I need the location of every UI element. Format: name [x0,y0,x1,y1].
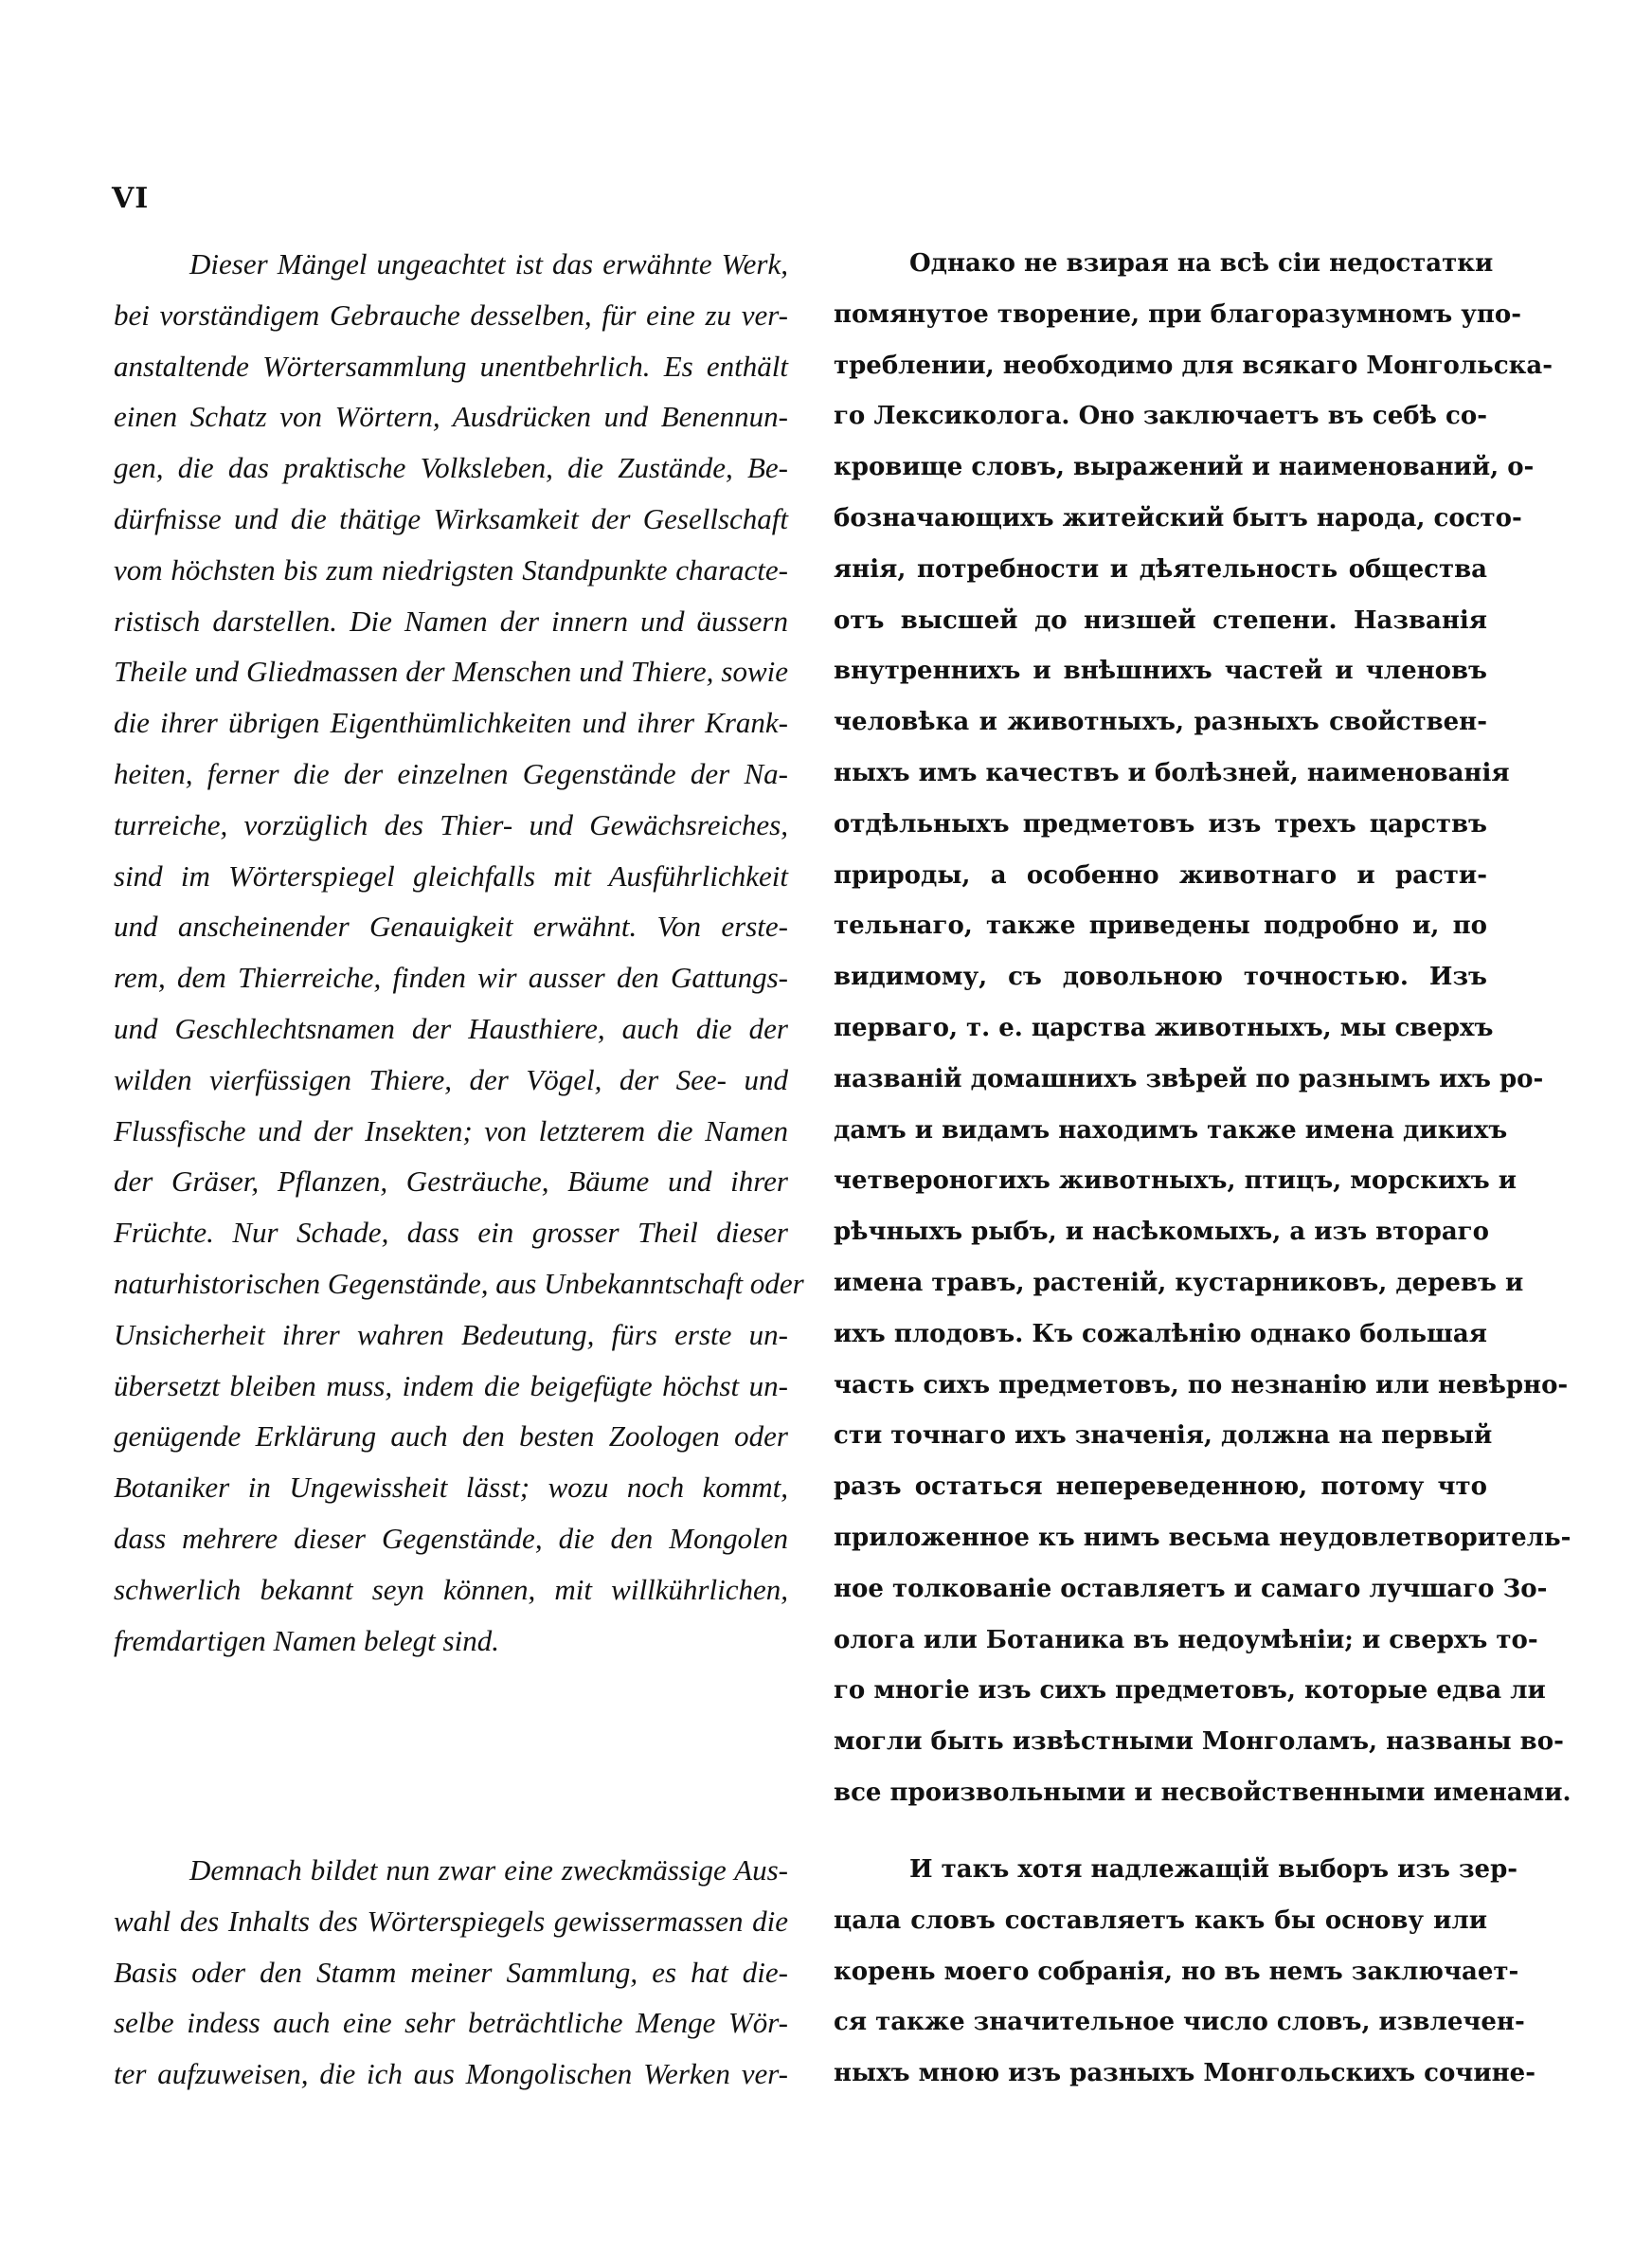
text-line: Demnach bildet nun zwar eine zweckmässige Aus- [189,1853,788,1887]
text-line: природы, а особенно животнаго и расти- [834,860,1487,890]
text-line: ное толкованіе оставляетъ и самаго лучшаго Зо- [834,1574,1548,1603]
text-line: Однако не взирая на всѣ сіи недостатки [909,249,1494,278]
text-line: перваго, т. е. царства животныхъ, мы сверхъ [834,1013,1494,1042]
text-line: selbe indess auch eine sehr beträchtliche Menge Wör- [114,2006,788,2040]
text-line: rem, dem Thierreiche, finden wir ausser den Gattungs- [114,961,788,995]
russian-paragraph-2 [834,1845,1535,2100]
text-line: Unsicherheit ihrer wahren Bedeutung, fürs erste un- [114,1317,788,1351]
text-line: отъ высшей до низшей степени. Названія [834,605,1487,635]
text-line: олога или Ботаника въ недоумѣніи; и сверхъ то- [834,1625,1538,1654]
text-line: schwerlich bekannt seyn können, mit willkührlichen, [114,1572,788,1606]
text-line: треблении, необходимо для всякаго Монгольска- [834,351,1553,380]
text-line: Flussfische und der Insekten; von letzterem die Namen [114,1113,788,1147]
text-line: отдѣльныхъ предметовъ изъ трехъ царствъ [834,809,1487,839]
text-line: naturhistorischen Gegenstände, aus Unbekanntschaft oder [114,1266,804,1300]
text-line: ихъ плодовъ. Къ сожалѣнію однако большая [834,1319,1487,1348]
text-line: разъ остаться непереведенною, потому что [834,1472,1487,1502]
text-line: го многіе изъ сихъ предметовъ, которые едва ли [834,1676,1546,1706]
text-line: И такъ хотя надлежащій выборъ изъ зер- [909,1855,1518,1884]
text-line: сти точнаго ихъ значенія, должна на первый [834,1421,1493,1451]
text-line: fremdartigen Namen belegt sind. [114,1623,499,1657]
text-line: ся также значительное число словъ, извлечен- [834,2008,1525,2037]
text-line: Früchte. Nur Schade, dass ein grosser Theil dieser [114,1216,788,1250]
text-line: цала словъ составляетъ какъ бы основу или [834,1905,1487,1935]
text-line: dürfnisse und die thätige Wirksamkeit der Gesellschaft [114,501,788,535]
text-line: sind im Wörterspiegel gleichfalls mit Ausführlichkeit [114,858,788,893]
text-line: имена травъ, растеній, кустарниковъ, деревъ и [834,1268,1524,1297]
german-paragraph-1 [114,239,804,1666]
text-line: видимому, съ довольною точностью. Изъ [834,963,1487,992]
text-line: янія, потребности и дѣятельность общества [834,554,1487,584]
text-line: Botaniker in Ungewissheit lässt; wozu noch kommt, [114,1471,788,1505]
text-line: ныхъ мною изъ разныхъ Монгольскихъ сочине- [834,2059,1535,2088]
text-line: Dieser Mängel ungeachtet ist das erwähnte Werk, [189,247,788,280]
text-line: und anscheinender Genauigkeit erwähnt. Von erste- [114,910,788,944]
text-line: приложенное къ нимъ весьма неудовлетворитель- [834,1523,1571,1552]
text-line: ristisch darstellen. Die Namen der innern und äussern [114,604,788,638]
text-line: übersetzt bleiben muss, indem die beigefügte höchst un- [114,1368,788,1402]
text-line: ныхъ имъ качествъ и болѣзней, наименованія [834,758,1510,787]
page-number: VI [112,182,150,215]
text-line: genügende Erklärung auch den besten Zoologen oder [114,1419,788,1454]
text-line: wilden vierfüssigen Thiere, der Vögel, der See- und [114,1062,788,1096]
text-line: die ihrer übrigen Eigenthümlichkeiten und ihrer Krank- [114,706,788,740]
text-line: gen, die das praktische Volksleben, die Zustände, Be- [114,451,788,485]
text-line: все произвольными и несвойственными именами. [834,1778,1571,1807]
text-line: turreiche, vorzüglich des Thier- und Gewächsreiches, [114,807,788,841]
text-line: внутреннихъ и внѣшнихъ частей и членовъ [834,657,1487,686]
russian-paragraph-1 [834,239,1571,1819]
text-line: Theile und Gliedmassen der Menschen und Thiere, sowie [114,655,788,689]
text-line: einen Schatz von Wörtern, Ausdrücken und Benennun- [114,400,788,434]
german-paragraph-2 [114,1845,788,2100]
text-line: человѣка и животныхъ, разныхъ свойствен- [834,708,1487,737]
text-line: wahl des Inhalts des Wörterspiegels gewissermassen die [114,1904,788,1938]
text-line: названій домашнихъ звѣрей по разнымъ ихъ ро- [834,1064,1544,1093]
text-line: рѣчныхъ рыбъ, и насѣкомыхъ, а изъ втораго [834,1218,1489,1247]
text-line: дамъ и видамъ находимъ также имена дикихъ [834,1115,1508,1145]
text-line: ter aufzuweisen, die ich aus Mongolischen Werken ver- [114,2057,788,2091]
text-line: anstaltende Wörtersammlung unentbehrlich. Es enthält [114,349,788,383]
text-line: четвероногихъ животныхъ, птицъ, морскихъ и [834,1166,1517,1196]
text-line: помянутое творение, при благоразумномъ упо- [834,299,1522,329]
text-line: dass mehrere dieser Gegenstände, die den Mongolen [114,1521,788,1555]
text-line: го Лексиколога. Оно заключаетъ въ себѣ со- [834,402,1487,431]
text-line: bei vorständigem Gebrauche desselben, für eine zu ver- [114,298,788,332]
text-line: бозначающихъ житейский бытъ народа, состо- [834,503,1522,533]
text-line: und Geschlechtsnamen der Hausthiere, auch die der [114,1011,788,1045]
text-line: heiten, ferner die der einzelnen Gegenstände der Na- [114,756,788,790]
text-line: der Gräser, Pflanzen, Gesträuche, Bäume und ihrer [114,1165,788,1199]
text-line: тельнаго, также приведены подробно и, по [834,912,1487,941]
text-line: могли быть извѣстными Монголамъ, названы во- [834,1727,1564,1757]
text-line: vom höchsten bis zum niedrigsten Standpunkte characte- [114,552,788,587]
text-line: Basis oder den Stamm meiner Sammlung, es hat die- [114,1955,788,1989]
text-line: кровище словъ, выражений и наименований, о- [834,453,1535,482]
text-line: часть сихъ предметовъ, по незнанію или невѣрно- [834,1370,1569,1399]
text-line: корень моего собранія, но въ немъ заключает- [834,1957,1519,1986]
